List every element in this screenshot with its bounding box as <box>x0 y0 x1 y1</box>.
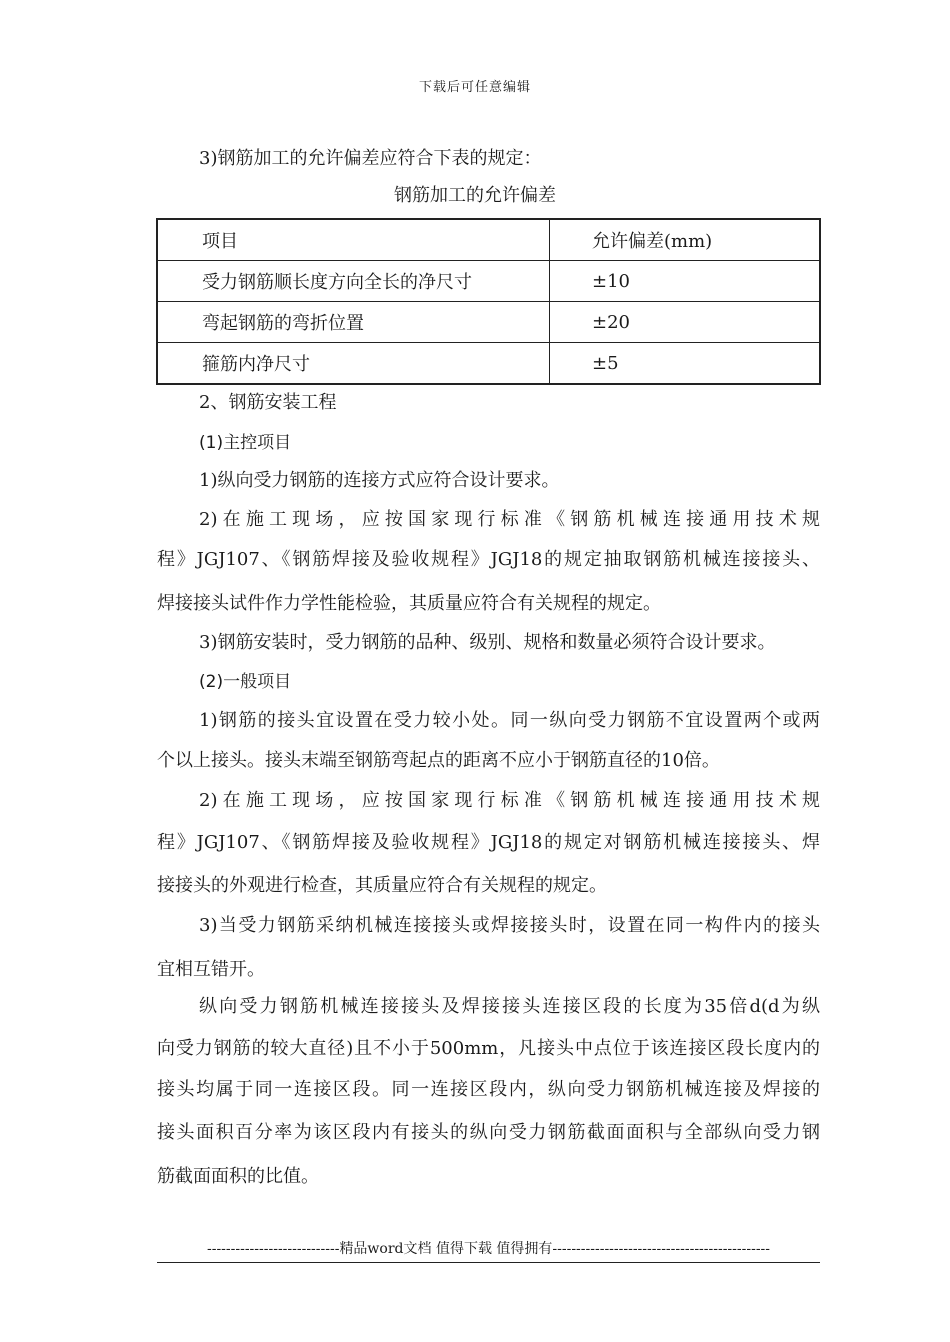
paragraph-line: 2)在施工现场，应按国家现行标准《钢筋机械连接通用技术规 <box>199 509 820 530</box>
section-heading: 2、钢筋安装工程 <box>199 392 337 413</box>
page-header-note: 下载后可任意编辑 <box>418 80 531 95</box>
row-deviation: ±5 <box>550 343 821 385</box>
paragraph-line: 纵向受力钢筋机械连接接头及焊接接头连接区段的长度为35倍d(d为纵 <box>199 996 820 1017</box>
paragraph-line: 程》JGJ107、《钢筋焊接及验收规程》JGJ18的规定对钢筋机械连接接头、焊 <box>157 832 820 853</box>
table-title: 钢筋加工的允许偏差 <box>394 185 556 206</box>
page-footer-text: ----------------------------精品word文档 值得下载 值得拥有---------------------------------------------- <box>206 1241 771 1257</box>
row-deviation: ±20 <box>550 302 821 343</box>
subsection-heading: (2)一般项目 <box>199 672 292 692</box>
paragraph-line: 宜相互错开。 <box>157 959 265 980</box>
paragraph-line: 个以上接头。接头末端至钢筋弯起点的距离不应小于钢筋直径的10倍。 <box>157 750 720 771</box>
row-item: 受力钢筋顺长度方向全长的净尺寸 <box>157 261 550 302</box>
paragraph-line: 焊接接头试件作力学性能检验，其质量应符合有关规程的规定。 <box>157 593 661 614</box>
header-item: 项目 <box>157 219 550 261</box>
row-item: 弯起钢筋的弯折位置 <box>157 302 550 343</box>
paragraph-line: 1)纵向受力钢筋的连接方式应符合设计要求。 <box>199 470 560 491</box>
header-deviation: 允许偏差(mm) <box>550 219 821 261</box>
paragraph-line: 1)钢筋的接头宜设置在受力较小处。同一纵向受力钢筋不宜设置两个或两 <box>199 710 820 731</box>
table-row <box>157 261 820 302</box>
table-row <box>157 302 820 343</box>
row-item: 箍筋内净尺寸 <box>157 343 550 385</box>
paragraph-line: 接接头的外观进行检查，其质量应符合有关规程的规定。 <box>157 875 607 896</box>
table-row <box>157 343 820 385</box>
paragraph-line: 3)钢筋安装时，受力钢筋的品种、级别、规格和数量必须符合设计要求。 <box>199 632 776 653</box>
table-intro: 3)钢筋加工的允许偏差应符合下表的规定： <box>199 148 542 169</box>
deviation-table <box>156 218 821 385</box>
subsection-heading: (1)主控项目 <box>199 433 292 453</box>
paragraph-line: 向受力钢筋的较大直径)且不小于500mm，凡接头中点位于该连接区段长度内的 <box>157 1038 820 1059</box>
paragraph-line: 筋截面面积的比值。 <box>157 1166 319 1187</box>
paragraph-line: 3)当受力钢筋采纳机械连接接头或焊接接头时，设置在同一构件内的接头 <box>199 915 820 936</box>
paragraph-line: 2)在施工现场，应按国家现行标准《钢筋机械连接通用技术规 <box>199 790 820 811</box>
row-deviation: ±10 <box>550 261 821 302</box>
footer-divider <box>157 1262 820 1263</box>
paragraph-line: 接头面积百分率为该区段内有接头的纵向受力钢筋截面面积与全部纵向受力钢 <box>157 1122 820 1143</box>
paragraph-line: 接头均属于同一连接区段。同一连接区段内，纵向受力钢筋机械连接及焊接的 <box>157 1079 820 1100</box>
table-header-row <box>157 219 820 261</box>
paragraph-line: 程》JGJ107、《钢筋焊接及验收规程》JGJ18的规定抽取钢筋机械连接接头、 <box>157 549 820 570</box>
